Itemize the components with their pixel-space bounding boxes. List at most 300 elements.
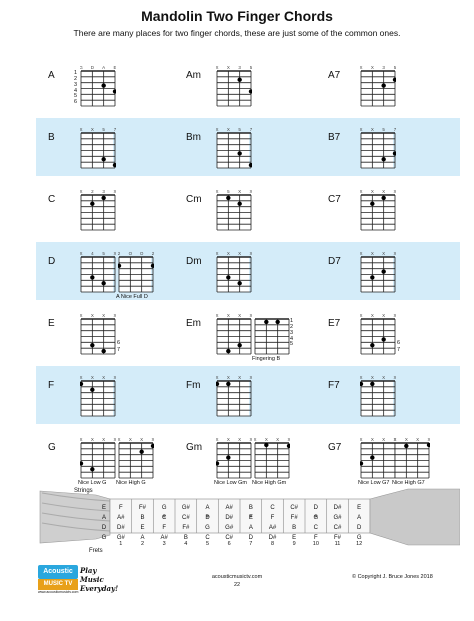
string-marker: X [370,313,374,318]
fret-note: A [140,535,145,541]
fret-note: D [205,515,210,521]
neck-fret-number: 7 [249,541,253,547]
string-marker: X [370,375,374,380]
finger-dot [113,163,116,167]
finger-dot [101,157,105,161]
fret-note: D# [333,505,342,511]
chord-diagram [216,186,252,237]
chord-name: A [48,70,55,81]
string-marker: X [382,189,386,194]
chord-diagram-svg [360,186,396,232]
finger-dot [381,83,385,87]
fret-number: 4 [74,87,78,94]
string-marker: X [80,313,83,318]
chord-diagram-svg [394,434,430,480]
fret-number: 2 [290,323,294,330]
string-marker: X [226,375,230,380]
string-marker: X [394,437,397,442]
neck-fret-number: 2 [140,541,145,547]
diagram-annotation: Nice Low G7 [358,480,390,486]
chord-diagram [394,434,430,485]
string-marker: 7 [249,127,252,132]
string-marker: X [360,189,363,194]
fret-note: D# [268,535,277,541]
open-string-label: A [101,515,107,521]
fret-note: G# [225,525,234,531]
string-marker: X [226,65,230,70]
fret-note: G [205,525,210,531]
finger-dot [151,264,154,268]
fret-note: A# [225,505,233,511]
chord-diagram [360,310,396,361]
chord-diagram [254,434,290,485]
string-marker: X [427,437,430,442]
string-marker: X [360,437,363,442]
finger-dot [90,275,94,279]
chord-diagram [80,186,116,237]
chord-name: Am [186,70,201,81]
string-marker: X [113,437,116,442]
fret-note: D [248,535,254,541]
chord-diagram [254,310,290,361]
string-marker: X [382,313,386,318]
string-marker: X [226,437,230,442]
fret-number: 1 [74,70,78,76]
finger-dot [226,275,230,279]
string-marker: X [249,189,252,194]
string-marker: 4 [91,251,94,256]
finger-dot [237,151,241,155]
string-marker: X [276,437,280,442]
chord-diagram [118,434,154,485]
string-marker: X [118,437,121,442]
string-marker: X [90,437,94,442]
logo-line2: MUSIC TV [38,579,78,590]
chord-diagram [360,434,396,485]
chord-diagram [216,62,252,113]
finger-dot [90,343,94,347]
chord-diagram [80,248,116,299]
chord-diagram-svg [254,434,290,480]
fret-note: G [356,535,362,541]
chord-name: E [48,318,55,329]
fret-number: 6 [117,340,121,346]
string-marker: 2 [91,189,94,194]
finger-dot [370,455,374,459]
finger-dot [275,320,279,324]
chord-diagram-svg [80,62,116,108]
string-marker: X [416,437,420,442]
string-marker: X [216,437,219,442]
fret-note: G [313,515,319,521]
chord-name: Cm [186,194,202,205]
chord-diagram [80,434,116,485]
finger-dot [264,443,268,447]
neck-fret-number: 9 [292,541,296,547]
string-marker: 2 [118,251,121,256]
fret-note: A [205,505,210,511]
fret-note: F# [182,525,190,531]
fret-note: F# [333,535,342,541]
open-string-label: D [101,525,107,531]
logo-tagline2: Everyday! [80,584,119,593]
neck-fret-number: 8 [270,541,275,547]
finger-dot [113,89,116,93]
footer-site: acousticmusictv.com [211,574,263,580]
chord-diagram [216,310,252,361]
diagram-annotation: Nice High G [116,480,146,486]
finger-dot [237,202,241,206]
finger-dot [370,343,374,347]
string-marker: D [90,65,94,70]
mandolin-body [370,489,460,545]
finger-dot [226,196,230,200]
chord-name: Em [186,318,201,329]
chord-name: Bm [186,132,201,143]
chord-diagram-svg [216,186,252,232]
string-marker: X [102,375,106,380]
chord-name: A7 [328,70,341,81]
finger-dot [226,455,230,459]
string-marker: X [128,437,132,442]
string-marker: X [113,251,116,256]
string-marker: O [128,251,133,256]
finger-dot [381,337,385,341]
fret-note: F# [138,505,147,511]
finger-dot [90,202,94,206]
diagram-annotation: A Nice Full D [116,294,148,300]
chord-name: G [48,442,56,453]
string-marker: X [370,437,374,442]
string-marker: 5 [102,127,105,132]
chord-name: G7 [328,442,342,453]
string-marker: X [80,437,83,442]
fret-note: G# [116,535,125,541]
chord-diagram [360,372,396,423]
chord-name: C7 [328,194,341,205]
fret-note: C [205,535,210,541]
fret-number: 5 [290,341,294,348]
finger-dot [370,275,374,279]
logo-url: www.acousticmusictv.com [38,590,79,594]
chord-diagram-svg [360,372,396,418]
chord-diagram-svg [80,434,116,480]
fret-number: 4 [290,335,294,342]
fret-note: A# [268,525,277,531]
string-marker: 5 [249,65,252,70]
string-marker: 5 [393,65,396,70]
fret-note: G# [181,505,190,511]
string-marker: X [102,313,106,318]
string-marker: X [151,437,154,442]
page-title: Mandolin Two Finger Chords [141,8,333,24]
finger-dot [370,202,374,206]
chord-name: D7 [328,256,341,267]
finger-dot [264,320,268,324]
string-marker: X [393,251,396,256]
fret-note: C# [181,515,190,521]
string-marker: X [238,313,242,318]
string-marker: 7 [393,127,396,132]
chord-name: Gm [186,442,203,453]
string-marker: X [382,437,386,442]
finger-dot [381,196,385,200]
neck-fret-number: 12 [356,541,363,547]
finger-dot [237,343,241,347]
fret-note: E [248,515,253,521]
finger-dot [101,281,105,285]
page-number: 22 [233,582,241,588]
string-marker: X [249,437,252,442]
string-marker: 2 [151,251,154,256]
logo-tagline1: Play Music [80,566,104,584]
chord-diagram-svg [360,434,396,480]
frets-label: Frets [89,548,103,554]
fret-note: E [140,525,145,531]
string-marker: X [393,313,396,318]
fret-note: B [248,505,253,511]
chord-diagram-svg [360,62,396,108]
string-marker: X [90,127,94,132]
string-marker: X [370,65,374,70]
chord-name: E7 [328,318,341,329]
string-marker: X [249,313,252,318]
fret-number: 5 [74,93,78,100]
open-string-label: G [101,535,107,541]
string-marker: 3 [102,189,105,194]
diagram-annotation: Nice High G7 [392,480,425,486]
string-marker: X [393,375,396,380]
fret-note: D [356,525,362,531]
chord-diagram [216,434,252,485]
fretboard-svg [36,485,460,547]
fret-note: A [357,515,362,521]
acoustic-music-tv-logo [36,564,120,596]
finger-dot [393,151,396,155]
finger-dot [393,78,396,82]
fret-note: F [162,525,167,531]
logo-line1: Acoustic [38,565,78,579]
fret-note: F [270,515,275,521]
chord-diagram-svg [216,434,252,480]
diagram-annotation: Nice Low Gm [214,480,248,486]
string-marker: O [139,251,144,256]
fret-note: G [161,505,167,511]
chord-name: B7 [328,132,341,143]
chord-diagram [360,248,396,299]
chord-diagram-svg [80,186,116,232]
chord-name: F [48,380,55,391]
string-marker: X [216,189,219,194]
copyright: © Copyright J. Bruce Jones 2018 [352,574,433,580]
chord-diagram [216,248,252,299]
fret-note: B [183,535,188,541]
string-marker: X [254,437,257,442]
string-marker: X [238,437,242,442]
fret-number: 2 [74,75,78,82]
fret-note: C [161,515,167,521]
chord-diagram-svg [216,310,252,356]
string-marker: X [90,375,94,380]
string-marker: X [264,437,268,442]
string-marker: 3 [238,65,241,70]
chord-diagram-svg [360,248,396,294]
finger-dot [226,349,230,353]
fret-number: 3 [74,81,78,88]
fret-note: D# [225,515,234,521]
chord-name: C [48,194,56,205]
fret-number: 3 [290,329,294,336]
string-marker: X [360,65,363,70]
string-marker: X [393,189,396,194]
string-marker: 5 [227,189,230,194]
chord-name: Fm [186,380,201,391]
neck-fret-number: 4 [184,541,188,547]
string-marker: X [102,437,106,442]
finger-dot [101,83,105,87]
string-marker: X [393,437,396,442]
string-marker: X [238,189,242,194]
fret-note: C [270,505,275,511]
fret-note: A# [117,515,125,521]
chord-diagram-svg [118,434,154,480]
chord-name: B [48,132,55,143]
string-marker: X [370,127,374,132]
fret-note: B [140,515,145,521]
chord-diagram [80,62,116,113]
chord-diagram-svg [216,248,252,294]
strings-label: Strings [74,488,93,494]
string-marker: X [216,313,219,318]
string-marker: X [80,251,83,256]
chord-diagram [80,310,116,361]
finger-dot [404,444,408,448]
finger-dot [370,382,374,386]
finger-dot [237,281,241,285]
string-marker: X [226,127,230,132]
fret-note: F# [290,515,298,521]
string-marker: X [80,375,83,380]
chord-diagram [360,62,396,113]
chord-diagram-svg [216,62,252,108]
string-marker: X [216,375,219,380]
chord-diagram-svg [216,372,252,418]
string-marker: X [113,313,116,318]
fret-note: C# [290,505,299,511]
string-marker: X [140,437,144,442]
fret-note: D# [116,525,125,531]
string-marker: X [226,313,230,318]
chord-diagram [216,372,252,423]
finger-dot [151,444,154,448]
chord-diagram-svg [118,248,154,294]
page-subtitle: There are many places for two finger chords, these are just some of the common ones. [73,28,401,38]
string-marker: A [102,65,106,70]
string-marker: X [249,251,252,256]
chord-diagram-svg [80,310,116,356]
string-marker: X [238,251,242,256]
chord-diagram [360,186,396,237]
string-marker: X [360,313,363,318]
diagram-annotation: Fingering B [252,356,281,362]
string-marker: 5 [238,127,241,132]
finger-dot [287,444,290,448]
string-marker: X [249,375,252,380]
chord-diagram-svg [360,310,396,356]
fret-number: 1 [290,318,294,324]
fret-note: A# [160,535,168,541]
neck-fret-number: 1 [119,541,123,547]
chord-diagram [80,124,116,175]
chord-diagram-svg [80,124,116,170]
fret-note: C# [225,535,234,541]
finger-dot [249,163,252,167]
string-marker: X [370,251,374,256]
fret-note: C [313,525,319,531]
headstock [40,491,110,543]
string-marker: X [370,189,374,194]
chord-diagram-svg [80,248,116,294]
finger-dot [381,157,385,161]
finger-dot [226,382,230,386]
string-marker: X [404,437,408,442]
chord-name: F7 [328,380,340,391]
fret-note: E [292,535,297,541]
neck-fret-number: 10 [312,541,319,547]
finger-dot [237,78,241,82]
chord-diagram-svg [254,310,290,356]
string-marker: X [216,127,219,132]
chord-diagram [118,248,154,299]
string-marker: X [216,251,219,256]
string-marker: X [80,189,83,194]
string-marker: X [113,189,116,194]
string-marker: X [287,437,290,442]
fret-note: A [248,525,253,531]
finger-dot [90,388,94,392]
diagram-annotation: Nice High Gm [252,480,287,486]
chord-diagram-svg [80,372,116,418]
finger-dot [381,269,385,273]
finger-dot [90,467,94,471]
string-marker: X [113,375,116,380]
neck-fret-number: 3 [162,541,166,547]
finger-dot [101,349,105,353]
string-marker: G [80,65,83,70]
string-marker: 5 [102,251,105,256]
fret-note: D [313,505,319,511]
fret-note: C# [333,525,342,531]
finger-dot [249,89,252,93]
fret-note: E [357,505,362,511]
fret-number: 7 [397,347,401,353]
string-marker: X [80,127,83,132]
fret-note: F [118,505,123,511]
chord-diagram [216,124,252,175]
fret-number: 6 [74,99,78,106]
string-marker: 3 [382,65,385,70]
string-marker: X [238,375,242,380]
string-marker: X [360,251,363,256]
neck-fret-number: 6 [227,541,231,547]
string-marker: X [216,65,219,70]
diagram-annotation: Nice Low G [78,480,107,486]
neck-fret-number: 11 [334,541,341,547]
chord-diagram [80,372,116,423]
string-marker: X [360,127,363,132]
chord-diagram-svg [360,124,396,170]
logo-tagline [80,566,120,593]
